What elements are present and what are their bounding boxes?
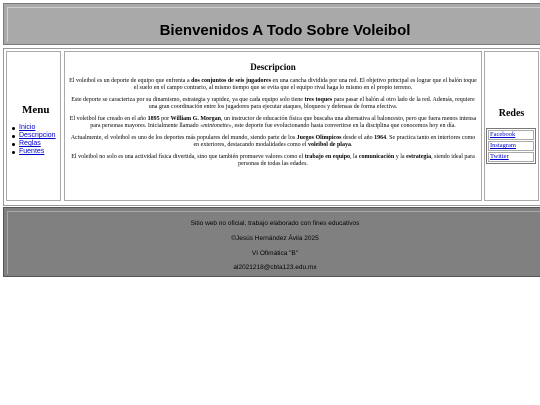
bold-text: tres toques bbox=[304, 97, 333, 103]
text: desde el año bbox=[341, 135, 375, 141]
bold-text: voleibol de playa bbox=[307, 142, 351, 148]
text: en una cancha dividida por una red. El objetivo principal es lograr que el balón toque el suelo en el campo contrario, al mismo tiempo que se evita que el equipo rival haga lo mismo en el propio terreno. bbox=[133, 78, 477, 91]
menu-list bbox=[12, 124, 56, 156]
main-table bbox=[3, 48, 540, 206]
text: , un instructor de educación física que buscaba una alternativa al baloncesto, pero que fuera menos intensa para personas mayores. Inicialmente llamado bbox=[90, 116, 477, 129]
instagram-link[interactable]: Instagram bbox=[488, 141, 534, 151]
footer-inner bbox=[7, 211, 540, 274]
site-footer bbox=[3, 207, 540, 277]
social-links-table bbox=[486, 128, 536, 164]
paragraph-5 bbox=[68, 154, 478, 168]
social-column bbox=[484, 51, 539, 201]
twitter-link[interactable]: Twitter bbox=[488, 152, 534, 162]
text: . bbox=[350, 142, 353, 148]
bold-text: 1895 bbox=[147, 116, 160, 122]
menu-item-reglas bbox=[12, 140, 56, 148]
page-title: Bienvenidos A Todo Sobre Voleibol bbox=[159, 22, 411, 39]
text: El voleibol no solo es una actividad física divertida, sino que también promueve valores como el bbox=[71, 154, 305, 160]
bold-text: trabajo en equipo bbox=[304, 154, 351, 160]
text: y la bbox=[394, 154, 407, 160]
bullet-icon bbox=[12, 135, 15, 138]
footer-email: al2021218@cbta123.edu.mx bbox=[233, 264, 317, 271]
text: para pasar el balón al otro lado de la red. Además, requiere una gran coordinación entre los jugadores para ejecutar ataques, bloqueos y defensas de forma efectiva. bbox=[148, 97, 475, 110]
menu-link-inicio[interactable]: Inicio bbox=[19, 124, 36, 131]
text: El voleibol fue creado en el año bbox=[69, 116, 148, 122]
italic-text: «mintonette» bbox=[200, 123, 232, 129]
menu-item-inicio bbox=[12, 124, 56, 132]
paragraph-4 bbox=[68, 135, 478, 149]
menu-column bbox=[6, 51, 61, 201]
bold-text: estrategia bbox=[406, 154, 432, 160]
bold-text: dos conjuntos de seis jugadores bbox=[191, 78, 272, 84]
footer-group: VI Ofimática "B" bbox=[251, 250, 299, 257]
content-title: Descripcion bbox=[250, 62, 296, 72]
facebook-link[interactable]: Facebook bbox=[488, 130, 534, 140]
bold-text: comunicación bbox=[358, 154, 395, 160]
content-column bbox=[64, 51, 482, 201]
text: . Se practica tanto en interiores como en exteriores, destacando modalidades como el bbox=[193, 135, 476, 148]
bold-text: Juegos Olímpicos bbox=[296, 135, 342, 141]
text: El voleibol es un deporte de equipo que enfrenta a bbox=[69, 78, 192, 84]
menu-item-descripcion bbox=[12, 132, 56, 140]
text: , siendo ideal para personas de todas las edades. bbox=[238, 154, 475, 167]
text: , la bbox=[350, 154, 359, 160]
bullet-icon bbox=[12, 127, 15, 130]
bullet-icon bbox=[12, 151, 15, 154]
header-inner bbox=[7, 7, 540, 42]
menu-link-fuentes[interactable]: Fuentes bbox=[19, 148, 45, 155]
site-header bbox=[3, 3, 540, 45]
bold-text: William G. Morgan bbox=[170, 116, 221, 122]
paragraph-2 bbox=[68, 97, 478, 111]
paragraph-3 bbox=[68, 116, 478, 130]
menu-title: Menu bbox=[22, 104, 50, 116]
menu-link-descripcion[interactable]: Descripcion bbox=[19, 132, 56, 139]
menu-link-reglas[interactable]: Reglas bbox=[19, 140, 41, 147]
paragraph-1 bbox=[68, 78, 478, 92]
bold-text: 1964 bbox=[374, 135, 387, 141]
text: Este deporte se caracteriza por su dinamismo, estrategia y rapidez, ya que cada equipo solo tiene bbox=[71, 97, 305, 103]
text: , este deporte fue evolucionando hasta convertirse en la disciplina que conocemos hoy en día. bbox=[231, 123, 456, 129]
footer-copyright: ©Jesús Hernández Ávila 2025 bbox=[231, 235, 319, 242]
social-title: Redes bbox=[498, 108, 525, 119]
text: Actualmente, el voleibol es uno de los deportes más populares del mundo, siendo parte de los bbox=[70, 135, 297, 141]
menu-item-fuentes bbox=[12, 148, 56, 156]
footer-disclaimer: Sitio web no oficial, trabajo elaborado con fines educativos bbox=[190, 220, 360, 227]
text: por bbox=[159, 116, 171, 122]
bullet-icon bbox=[12, 143, 15, 146]
